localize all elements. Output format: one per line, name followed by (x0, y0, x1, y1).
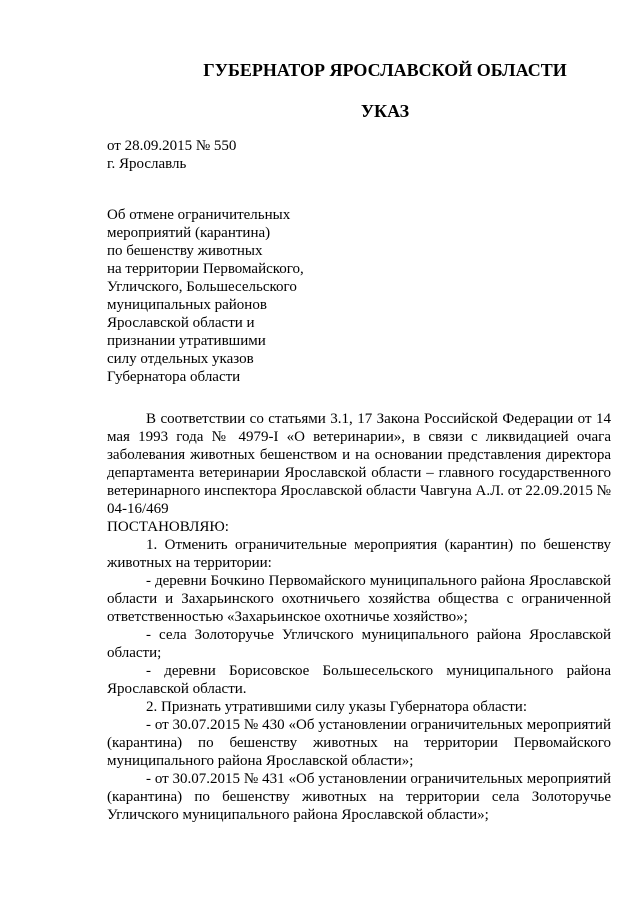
subject-line: силу отдельных указов (107, 351, 254, 367)
document-subject (107, 206, 304, 386)
item-1-subitem-c: - деревни Борисовское Большесельского муниципального района Ярославской области. (107, 663, 611, 697)
document-meta (107, 137, 236, 173)
item-2: 2. Признать утратившими силу указы Губернатора области: (146, 699, 528, 715)
resolve-keyword: ПОСТАНОВЛЯЮ: (107, 519, 229, 535)
item-2-subitem-a: - от 30.07.2015 № 430 «Об установлении ограничительных мероприятий (карантина) по бешенству животных на территории Первомайского муниципального района Ярославской области»; (107, 717, 611, 769)
subject-line: на территории Первомайского, (107, 261, 304, 277)
subject-line: Об отмене ограничительных (107, 207, 291, 223)
subject-line: муниципальных районов (107, 297, 267, 313)
subject-line: Губернатора области (107, 369, 241, 385)
subject-line: Угличского, Большесельского (107, 279, 297, 295)
item-1-subitem-b: - села Золоторучье Угличского муниципального района Ярославской области; (107, 627, 611, 661)
item-2-subitem-b: - от 30.07.2015 № 431 «Об установлении ограничительных мероприятий (карантина) по бешенству животных на территории села Золоторучье Угличского муниципального района Ярославской области»; (107, 771, 611, 823)
item-1: 1. Отменить ограничительные мероприятия (карантин) по бешенству животных на территории: (107, 537, 611, 571)
city: г. Ярославль (107, 156, 187, 172)
item-1-subitem-a: - деревни Бочкино Первомайского муниципального района Ярославской области и Захарьинского охотничьего хозяйства общества с ограниченной ответственностью «Захарьинское охотничье хозяйство»; (107, 573, 611, 625)
authority-heading: ГУБЕРНАТОР ЯРОСЛАВСКОЙ ОБЛАСТИ (203, 60, 567, 80)
subject-line: признании утратившими (107, 333, 266, 349)
date-number: от 28.09.2015 № 550 (107, 138, 237, 154)
document-body (107, 410, 611, 824)
subject-line: по бешенству животных (107, 243, 263, 259)
document-type-heading: УКАЗ (360, 101, 410, 121)
preamble-paragraph: В соответствии со статьями 3.1, 17 Закона Российской Федерации от 14 мая 1993 года № 4979-I «О ветеринарии», в связи с ликвидацией очага заболевания животных бешенством и на основании представления директора департамента ветеринарии Ярославской области – главного государственного ветеринарного инспектора Ярославской области Чавгуна А.Л. от 22.09.2015 № 04-16/469 (107, 411, 611, 517)
subject-line: Ярославской области и (107, 315, 255, 331)
subject-line: мероприятий (карантина) (107, 225, 271, 241)
